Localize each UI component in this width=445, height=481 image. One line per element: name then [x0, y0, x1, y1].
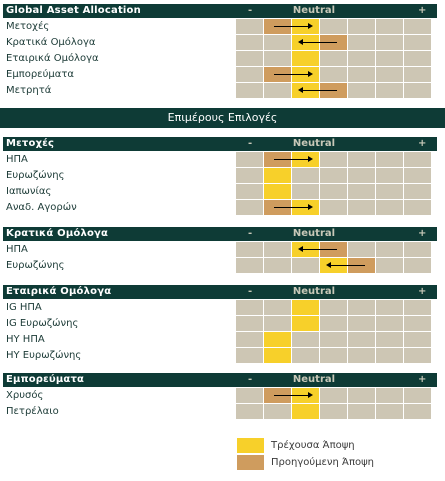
table-title: Global Asset Allocation [6, 5, 141, 16]
neutral-label: Neutral [292, 138, 336, 149]
legend-current-swatch [237, 438, 264, 453]
scale-cell [348, 35, 375, 50]
table-row [3, 35, 437, 51]
scale-cell [292, 404, 319, 419]
minus-label: - [248, 286, 253, 297]
minus-label: - [248, 374, 253, 385]
arrow-left-icon [302, 42, 337, 43]
neutral-label: Neutral [292, 374, 336, 385]
row-label: Ευρωζώνης [6, 260, 65, 271]
table-title: Εταιρικά Ομόλογα [6, 286, 112, 297]
scale-cell [320, 184, 347, 199]
table-row [3, 332, 437, 348]
scale-cell [348, 51, 375, 66]
scale-cell [404, 316, 431, 331]
table-title: Κρατικά Ομόλογα [6, 228, 109, 239]
plus-label: + [418, 5, 427, 16]
table-row [3, 300, 437, 316]
scale-cell [320, 67, 347, 82]
row-label: Μετρητά [6, 85, 52, 96]
scale-cell [292, 168, 319, 183]
scale-cell [376, 258, 403, 273]
scale-cell [236, 35, 263, 50]
row-label: Εμπορεύματα [6, 69, 74, 80]
scale-cell [404, 404, 431, 419]
scale-cell [376, 152, 403, 167]
scale-cell [376, 242, 403, 257]
arrow-right-icon [274, 207, 309, 208]
scale-cell [404, 300, 431, 315]
scale-cell [236, 242, 263, 257]
scale-cell [292, 300, 319, 315]
legend-previous-swatch [237, 455, 264, 470]
neutral-label: Neutral [292, 228, 336, 239]
minus-label: - [248, 5, 253, 16]
scale-cell [348, 348, 375, 363]
table-title: Εμπορεύματα [6, 374, 85, 385]
scale-cell [236, 258, 263, 273]
neutral-label: Neutral [292, 5, 336, 16]
scale-cell [376, 388, 403, 403]
scale-cell [320, 332, 347, 347]
scale-cell [376, 168, 403, 183]
arrow-left-icon [302, 249, 337, 250]
row-label: IG ΗΠΑ [6, 302, 42, 313]
scale-cell [376, 19, 403, 34]
scale-cell [236, 388, 263, 403]
table-title: Μετοχές [6, 138, 55, 149]
plus-label: + [418, 228, 427, 239]
scale-cell [404, 184, 431, 199]
scale-cell [348, 152, 375, 167]
scale-cell [348, 19, 375, 34]
table-row [3, 316, 437, 332]
arrow-left-icon [330, 265, 365, 266]
scale-cell [376, 348, 403, 363]
scale-cell [264, 184, 291, 199]
scale-cell [292, 316, 319, 331]
row-label: Εταιρικά Ομόλογα [6, 53, 99, 64]
scale-cell [348, 242, 375, 257]
scale-cell [320, 152, 347, 167]
arrow-right-icon [274, 26, 309, 27]
table-row [3, 51, 437, 67]
scale-cell [404, 152, 431, 167]
scale-cell [376, 404, 403, 419]
scale-cell [264, 35, 291, 50]
table-row [3, 19, 437, 35]
table-row [3, 83, 437, 99]
scale-cell [320, 348, 347, 363]
scale-cell [376, 67, 403, 82]
scale-cell [264, 348, 291, 363]
scale-cell [292, 332, 319, 347]
scale-cell [348, 200, 375, 215]
scale-cell [404, 83, 431, 98]
scale-cell [348, 300, 375, 315]
row-label: Ευρωζώνης [6, 170, 65, 181]
row-label: HY ΗΠΑ [6, 334, 45, 345]
scale-cell [348, 332, 375, 347]
scale-cell [320, 300, 347, 315]
scale-cell [264, 258, 291, 273]
scale-cell [292, 258, 319, 273]
row-label: Χρυσός [6, 390, 44, 401]
scale-cell [404, 258, 431, 273]
scale-cell [264, 83, 291, 98]
scale-cell [404, 388, 431, 403]
table-header [3, 373, 437, 387]
scale-cell [404, 168, 431, 183]
scale-cell [404, 332, 431, 347]
table-header [3, 227, 437, 241]
scale-cell [236, 152, 263, 167]
table-row [3, 67, 437, 83]
scale-cell [236, 348, 263, 363]
row-label: Μετοχές [6, 21, 50, 32]
arrow-right-icon [274, 395, 309, 396]
scale-cell [264, 51, 291, 66]
scale-cell [348, 388, 375, 403]
scale-cell [292, 51, 319, 66]
table-row [3, 242, 437, 258]
scale-cell [236, 19, 263, 34]
row-label: IG Ευρωζώνης [6, 318, 79, 329]
table-header [3, 285, 437, 299]
scale-cell [348, 316, 375, 331]
neutral-label: Neutral [292, 286, 336, 297]
scale-cell [264, 300, 291, 315]
scale-cell [320, 51, 347, 66]
scale-cell [236, 83, 263, 98]
table-row [3, 404, 437, 420]
scale-cell [320, 168, 347, 183]
scale-cell [348, 184, 375, 199]
scale-cell [348, 83, 375, 98]
table-row [3, 152, 437, 168]
scale-cell [376, 300, 403, 315]
row-label: Κρατικά Ομόλογα [6, 37, 96, 48]
scale-cell [320, 19, 347, 34]
scale-cell [236, 184, 263, 199]
scale-cell [376, 332, 403, 347]
arrow-right-icon [274, 159, 309, 160]
scale-cell [236, 51, 263, 66]
row-label: ΗΠΑ [6, 154, 28, 165]
scale-cell [348, 404, 375, 419]
row-label: Πετρέλαιο [6, 406, 59, 417]
scale-cell [404, 67, 431, 82]
scale-cell [404, 35, 431, 50]
minus-label: - [248, 228, 253, 239]
scale-cell [320, 200, 347, 215]
scale-cell [236, 67, 263, 82]
row-label: Ιαπωνίας [6, 186, 52, 197]
scale-cell [264, 242, 291, 257]
table-row [3, 200, 437, 216]
scale-cell [264, 332, 291, 347]
scale-cell [236, 168, 263, 183]
table-row [3, 258, 437, 274]
scale-cell [376, 316, 403, 331]
scale-cell [376, 35, 403, 50]
minus-label: - [248, 138, 253, 149]
scale-cell [376, 200, 403, 215]
table-header [3, 137, 437, 151]
scale-cell [376, 184, 403, 199]
plus-label: + [418, 374, 427, 385]
scale-cell [348, 168, 375, 183]
scale-cell [292, 348, 319, 363]
scale-cell [404, 200, 431, 215]
arrow-left-icon [302, 90, 337, 91]
scale-cell [404, 19, 431, 34]
scale-cell [320, 404, 347, 419]
scale-cell [404, 242, 431, 257]
legend-previous-label: Προηγούμενη Άποψη [271, 457, 375, 468]
table-row [3, 168, 437, 184]
scale-cell [348, 67, 375, 82]
table-row [3, 388, 437, 404]
scale-cell [236, 316, 263, 331]
scale-cell [264, 404, 291, 419]
scale-cell [236, 404, 263, 419]
scale-cell [236, 200, 263, 215]
row-label: HY Ευρωζώνης [6, 350, 82, 361]
table-header [3, 4, 437, 18]
scale-cell [292, 184, 319, 199]
scale-cell [264, 316, 291, 331]
scale-cell [264, 168, 291, 183]
table-row [3, 348, 437, 364]
row-label: Αναδ. Αγορών [6, 202, 77, 213]
arrow-right-icon [274, 74, 309, 75]
row-label: ΗΠΑ [6, 244, 28, 255]
table-row [3, 184, 437, 200]
scale-cell [404, 51, 431, 66]
plus-label: + [418, 286, 427, 297]
plus-label: + [418, 138, 427, 149]
scale-cell [404, 348, 431, 363]
section-banner: Επιμέρους Επιλογές [0, 108, 445, 128]
scale-cell [236, 332, 263, 347]
legend-current-label: Τρέχουσα Άποψη [271, 440, 355, 451]
scale-cell [236, 300, 263, 315]
scale-cell [320, 388, 347, 403]
scale-cell [320, 316, 347, 331]
scale-cell [376, 83, 403, 98]
scale-cell [376, 51, 403, 66]
